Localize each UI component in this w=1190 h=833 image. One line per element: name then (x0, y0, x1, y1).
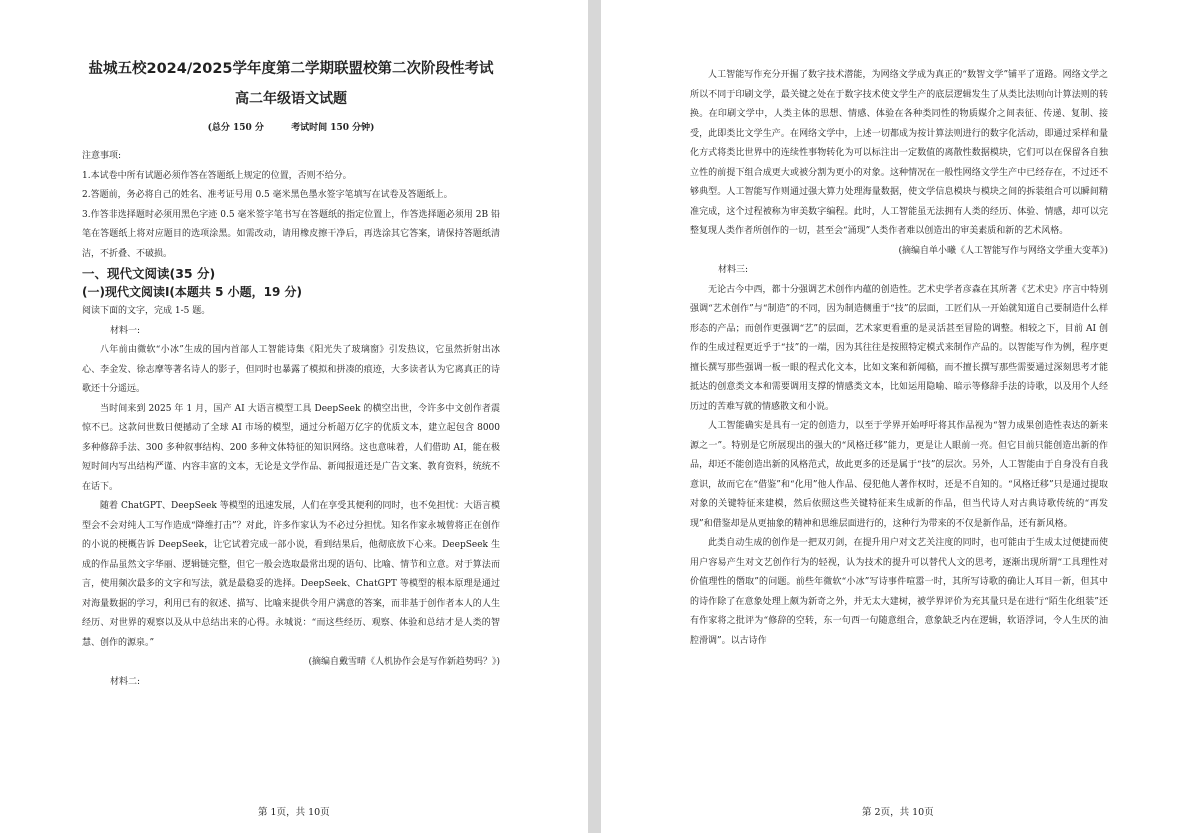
material-2-label: 材料二: (110, 676, 141, 687)
material-1-citation: (摘编自戴雪晴《人机协作会是写作新趋势吗？》) (308, 657, 500, 667)
material-1-paragraph-1: 八年前由微软“小冰”生成的国内首部人工智能诗集《阳光失了玻璃窗》引发热议，它虽然折射出冰心、李金发、徐志摩等著名诗人的影子，但同时也暴露了模拟和拼凑的痕迹，大多读者认为它离真正的诗歌还十分遥远。 (82, 345, 500, 394)
exam-title: 盐城五校2024/2025学年度第二学期联盟校第二次阶段性考试 (88, 61, 494, 77)
exam-time: 考试时间 150 分钟) (291, 123, 375, 133)
material-3-paragraph-3: 此类自动生成的创作是一把双刃剑，在提升用户对文艺关注度的同时，也可能由于生成太过便捷而使用户容易产生对文艺创作行为的轻视，认为技术的提升可以替代人文的思考，逐渐出现所谓“工具理性对价值理性的僭取”的问题。前些年微软“小冰”写诗事件喧嚣一时，其所写诗歌的确让人耳目一新，但其中的诗作除了在意象处理上颇为新奇之外，并无太大建树，被学界评价为充其量只是在进行“陌生化组装”还有作家将之批评为“修辞的空转，东一句西一句随意组合，意象缺乏内在逻辑，软语浮词，令人生厌的油腔滑调”。以古诗作 (690, 538, 1108, 646)
notice-item-3: 3.作答非选择题时必须用黑色字迹 0.5 毫米签字笔书写在答题纸的指定位置上，作答选择题必须用 2B 铅笔在答题纸上将对应题目的选项涂黑。如需改动，请用橡皮擦干净后，再选涂其它答案，请保持答题纸清洁，不折叠、不破损。 (82, 209, 500, 259)
notice-heading: 注意事项: (82, 151, 122, 161)
page-2-footer: 第 2页，共 10页 (862, 807, 934, 818)
material-2-paragraph: 人工智能写作充分开掘了数字技术潜能，为网络文学成为真正的“数智文学”铺平了道路。网络文学之所以不同于印刷文学，最关键之处在于数字技术使文学生产的底层逻辑发生了从类比法则向计算法则的转换。在印刷文学中，人类主体的思想、情感、体验在各种类同性的物质媒介之间表征、传递、复制、接受，此即类比文学生产。在网络文学中，上述一切都成为按计算法则进行的数字化活动，即通过采样和量化方式将类比世界中的连续性事物转化为可以标注出一定数值的离散性数据模块，它们可以在保留各自独立性的前提下组合成更大或被分割为更小的对象。这种情况在一般性网络文学生产中已经存在，不过还不够典型。人工智能写作则通过强大算力处理海量数据，使文学信息模块与模块之间的拆装组合可以瞬间精准完成，这个过程被称为审美数字编程。此时，人工智能虽无法拥有人类的经历、体验、情感，却可以完整复现人类作者所创作的一切，甚至会“涌现”人类作者难以创造出的审美素质和新的艺术风格。 (690, 70, 1108, 236)
notice-item-2: 2.答题前，务必将自己的姓名、准考证号用 0.5 毫米黑色墨水签字笔填写在试卷及答题纸上。 (82, 190, 453, 200)
notice-item-1: 1.本试卷中所有试题必须作答在答题纸上规定的位置，否则不给分。 (82, 170, 352, 181)
exam-score-info (82, 120, 500, 133)
page-1-footer: 第 1页，共 10页 (258, 807, 330, 818)
reading-instruction: 阅读下面的文字，完成 1-5 题。 (82, 306, 211, 316)
material-1-paragraph-2: 当时间来到 2025 年 1 月，国产 AI 大语言模型工具 DeepSeek 的横空出世，令许多中文创作者震惊不已。这款问世数日便撼动了全球 AI 市场的模型，通过分析超万亿字的优质文本，建立起包含 8000 多种修辞手法、300 多种叙事结构、200 多种文体特征的知识网络。这也意味着，人们借助 AI，能在极短时间内写出结构严谨、内容丰富的文本，无论是文学作品、新闻报道还是广告文案、教育资料，统统不在话下。 (82, 403, 500, 492)
material-1-paragraph-3: 随着 ChatGPT、DeepSeek 等模型的迅速发展，人们在享受其便利的同时，也不免担忧：大语言模型会不会对纯人工写作造成“降维打击”？对此，许多作家认为不必过分担忧。知名作家永城曾将正在创作的小说的梗概告诉 DeepSeek，让它试着完成一部小说，看到结果后，他彻底放下心来。DeepSeek 生成的作品虽然文字华丽、逻辑链完整，但它一般会选取最常出现的语句、比喻、情节和立意。对于算法而言，使用频次最多的文字和写法，就是最稳妥的选择。DeepSeek、ChatGPT 等模型的根本原理是通过对海量数据的学习，利用已有的叙述、描写、比喻来提供令用户满意的答案，而非基于创作者本人的人生经历、对世界的观察以及从中总结出来的心得。永城说：“而这些经历、观察、体验和总结才是人类的智慧、创作的源泉。” (82, 501, 500, 648)
material-3-paragraph-2: 人工智能确实是具有一定的创造力，以至于学界开始呼吁将其作品视为“智力成果创造性表达的新来源之一”。特别是它所展现出的强大的“风格迁移”能力，更是让人眼前一亮。但它目前只能创造出新的作品，却还不能创造出新的风格范式，故此更多的还是属于“技”的层次。另外，人工智能由于自身没有自我意识，故而它在“借鉴”和“化用”他人作品、侵犯他人著作权时，还是不自知的。“风格迁移”只是通过提取对象的关键特征来建模，然后依照这些关键特征来生成新的作品，但当代诗人对古典诗歌传统的“再发现”和借鉴却是从更抽象的精神和思维层面进行的，这种行为带来的不仅是新作品，还有新风格。 (690, 421, 1108, 529)
subsection-heading: (一)现代文阅读Ⅰ(本题共 5 小题，19 分) (82, 285, 302, 299)
material-2-citation: (摘编自单小曦《人工智能写作与网络文学重大变革》) (898, 245, 1108, 256)
section-heading: 一、现代文阅读(35 分) (82, 266, 216, 281)
page-1-content (82, 58, 500, 692)
page-gutter (588, 0, 601, 833)
exam-subtitle: 高二年级语文试题 (235, 91, 347, 107)
material-3-label: 材料三: (718, 265, 749, 275)
material-1-label: 材料一: (110, 325, 141, 336)
material-3-paragraph-1: 无论古今中西，都十分强调艺术创作内蕴的创造性。艺术史学者彦森在其所著《艺术史》序言中特别强调“艺术创作”与“制造”的不同，因为制造侧重于“技”的层面，工匠们从一开始就知道自己要制造什么样形态的产品；而创作更强调“艺”的层面，艺术家更看重的是灵活甚至冒险的调整。相较之下，目前 AI 创作的生成过程更近乎于“技”的一端，因为其往往是按照特定模式来制作产品的。以智能写作为例，程序更擅长撰写那些强调一板一眼的程式化文本，比如文案和新闻稿，而不擅长撰写那些需要通过深刻思考才能抵达的创意类文本和需要调用支撑的情感类文本，比如运用隐喻、暗示等修辞手法的诗歌，以及用个人经历过的苦难写就的情感散文和小说。 (690, 284, 1108, 412)
total-score: (总分 150 分 (207, 123, 264, 133)
page-2-content (690, 66, 1108, 651)
